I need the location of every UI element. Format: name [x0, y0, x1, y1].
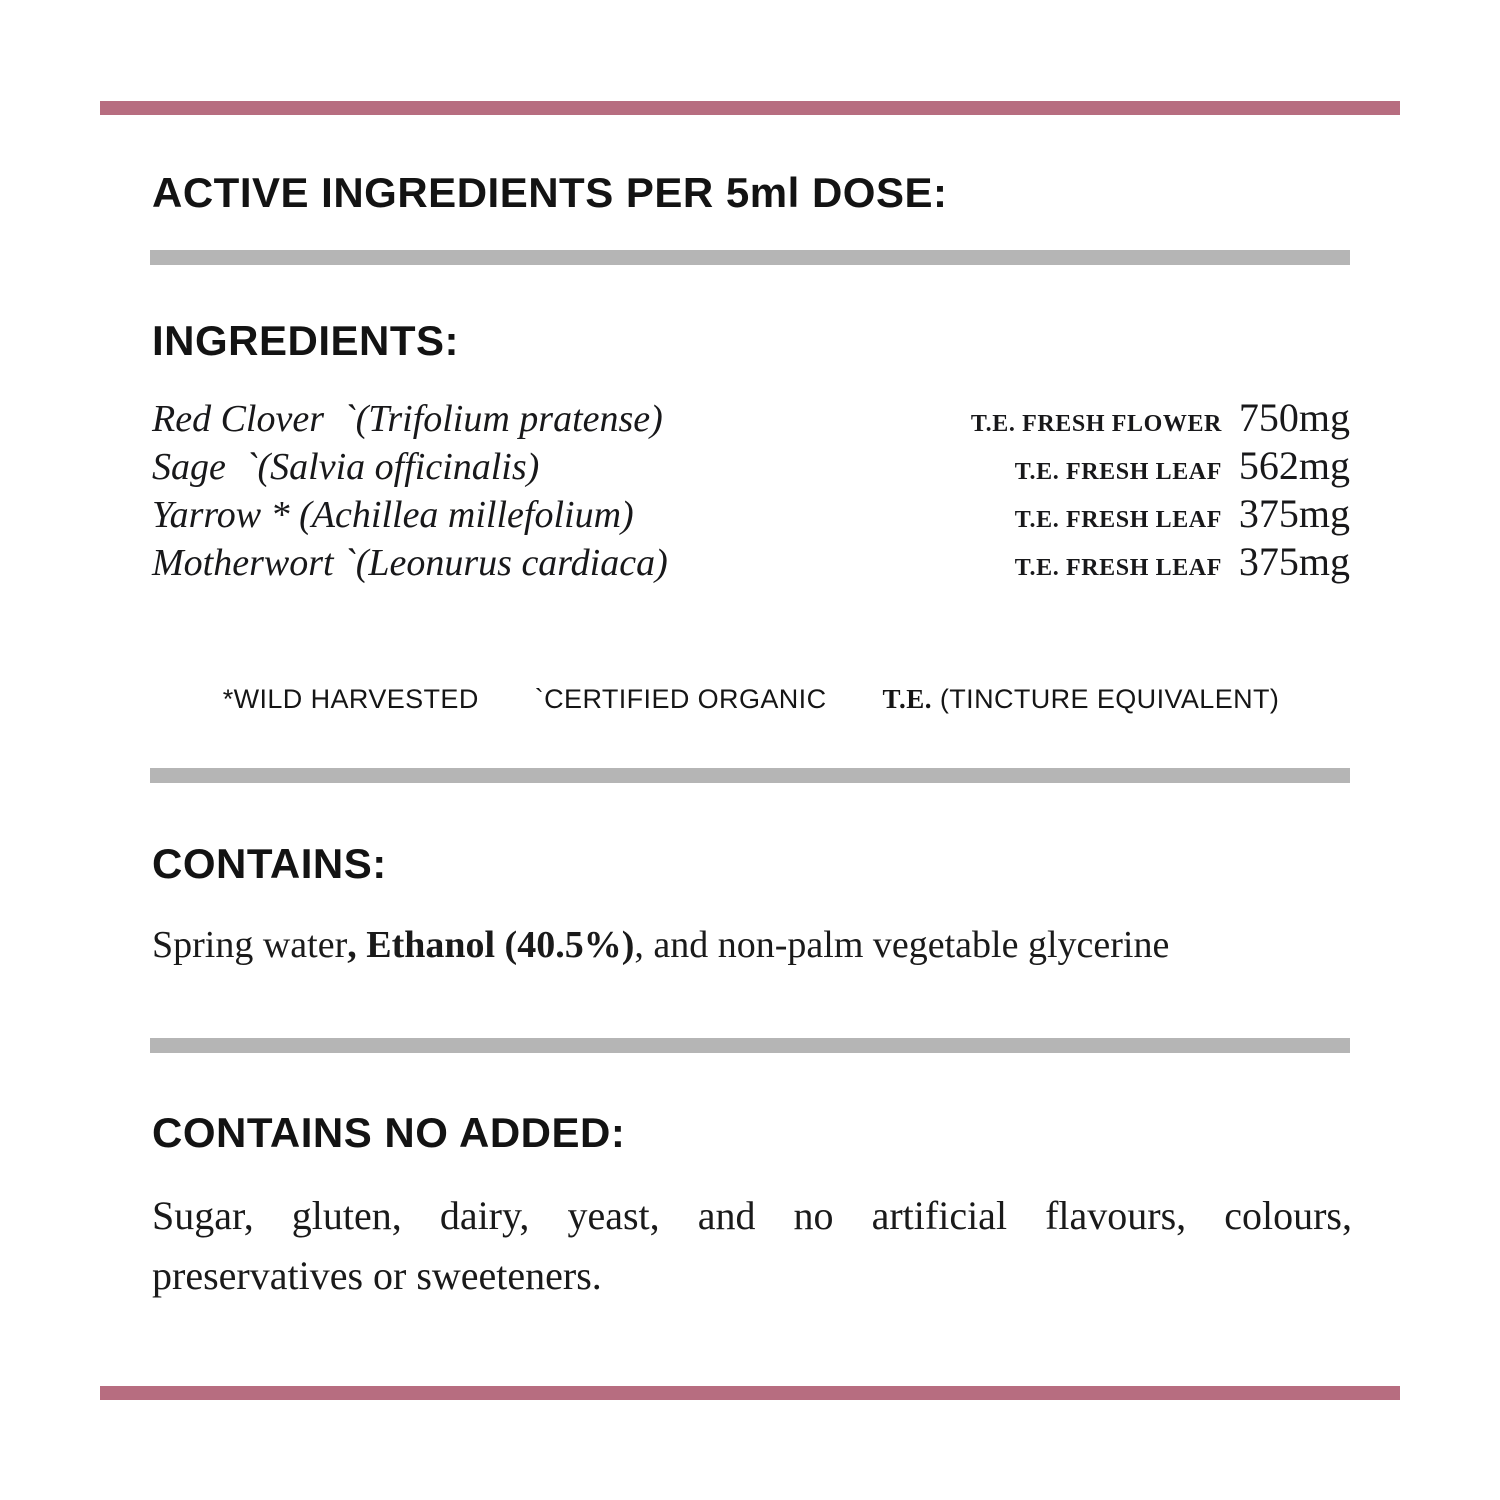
- divider-middle: [150, 768, 1350, 783]
- ingredient-row-red-clover: [152, 394, 1350, 442]
- contains-text-bold: , Ethanol (40.5%): [347, 924, 635, 966]
- divider-bottom: [150, 1038, 1350, 1053]
- contains-text: [152, 925, 1352, 967]
- footnote-row: [152, 684, 1350, 715]
- ingredient-te-label: T.E. FRESH FLOWER: [970, 411, 1222, 437]
- ingredient-row-yarrow: [152, 490, 1350, 538]
- ingredients-list: [152, 394, 1350, 586]
- contains-text-prefix: Spring water: [152, 924, 348, 966]
- contains-no-added-heading: CONTAINS NO ADDED:: [152, 1109, 626, 1156]
- contains-no-added-text: [152, 1186, 1352, 1306]
- active-ingredients-heading: ACTIVE INGREDIENTS PER 5ml DOSE:: [152, 169, 948, 216]
- ingredient-row-sage: [152, 442, 1350, 490]
- bottom-accent-bar: [100, 1386, 1400, 1400]
- contains-no-added-line1: Sugar, gluten, dairy, yeast, and no artificial flavours, colours,: [152, 1193, 1352, 1238]
- ingredient-name: Motherwort `(Leonurus cardiaca): [152, 542, 668, 584]
- tincture-equivalent-note: [882, 684, 1279, 715]
- ingredient-amount: 750mg: [1238, 395, 1350, 440]
- ingredient-te-label: T.E. FRESH LEAF: [1014, 507, 1222, 533]
- ingredient-amount: 562mg: [1238, 443, 1350, 488]
- contains-no-added-line2: preservatives or sweeteners.: [152, 1253, 602, 1298]
- wild-harvested-note: *WILD HARVESTED: [222, 684, 479, 714]
- ingredient-name: Yarrow * (Achillea millefolium): [152, 494, 634, 536]
- contains-heading: CONTAINS:: [152, 840, 387, 887]
- ingredient-amount: 375mg: [1238, 491, 1350, 536]
- certified-organic-note: `CERTIFIED ORGANIC: [534, 684, 827, 714]
- ingredient-amount: 375mg: [1238, 539, 1350, 584]
- ingredient-name: Red Clover `(Trifolium pratense): [152, 398, 663, 440]
- te-abbreviation: T.E.: [882, 684, 932, 714]
- ingredient-te-label: T.E. FRESH LEAF: [1014, 555, 1222, 581]
- divider-top: [150, 250, 1350, 265]
- top-accent-bar: [100, 101, 1400, 115]
- contains-text-suffix: , and non-palm vegetable glycerine: [634, 924, 1170, 966]
- ingredient-te-label: T.E. FRESH LEAF: [1014, 459, 1222, 485]
- ingredient-row-motherwort: [152, 538, 1350, 586]
- ingredients-heading: INGREDIENTS:: [152, 317, 460, 364]
- te-expansion: (TINCTURE EQUIVALENT): [931, 684, 1280, 714]
- ingredient-name: Sage `(Salvia officinalis): [152, 446, 540, 488]
